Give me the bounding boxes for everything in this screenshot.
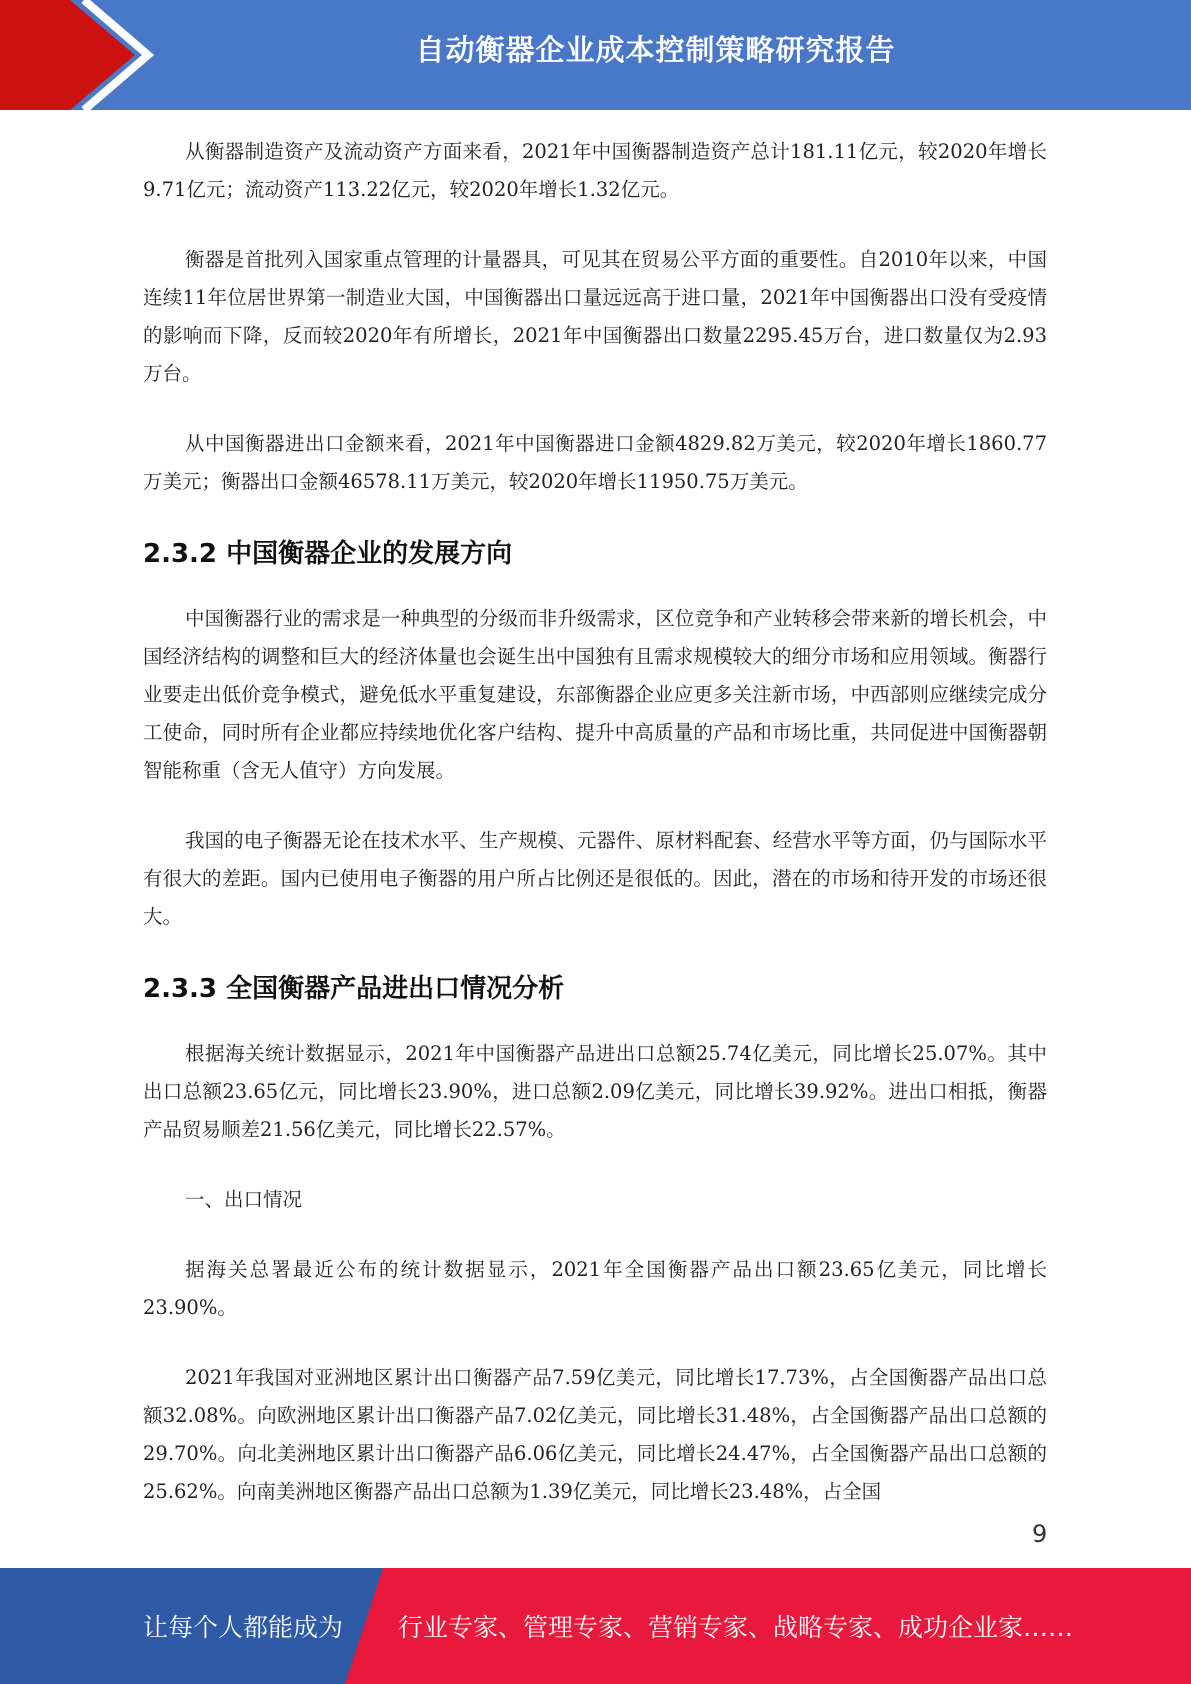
subsection-label: 一、出口情况 xyxy=(185,1188,303,1211)
paragraph: 从衡器制造资产及流动资产方面来看，2021年中国衡器制造资产总计181.11亿元，较2020年增长9.71亿元；流动资产113.22亿元，较2020年增长1.32亿元。 xyxy=(143,140,1047,201)
page-number: 9 xyxy=(1032,1520,1048,1548)
paragraph: 衡器是首批列入国家重点管理的计量器具，可见其在贸易公平方面的重要性。自2010年以来，中国连续11年位居世界第一制造业大国，中国衡器出口量远远高于进口量，2021年中国衡器出口没有受疫情的影响而下降，反而较2020年有所增长，2021年中国衡器出口数量2295.45万台，进口数量仅为2.93万台。 xyxy=(143,248,1047,385)
paragraph: 2021年我国对亚洲地区累计出口衡器产品7.59亿美元，同比增长17.73%，占全国衡器产品出口总额32.08%。向欧洲地区累计出口衡器产品7.02亿美元，同比增长31.48%，占全国衡器产品出口总额的29.70%。向北美洲地区累计出口衡器产品6.06亿美元，同比增长24.47%，占全国衡器产品出口总额的25.62%。向南美洲地区衡器产品出口总额为1.39亿美元，同比增长23.48%，占全国 xyxy=(143,1366,1047,1503)
document-body xyxy=(143,133,1047,1543)
paragraph: 从中国衡器进出口金额来看，2021年中国衡器进口金额4829.82万美元，较2020年增长1860.77万美元；衡器出口金额46578.11万美元，较2020年增长11950.75万美元。 xyxy=(143,432,1047,493)
paragraph: 据海关总署最近公布的统计数据显示，2021年全国衡器产品出口额23.65亿美元，同比增长23.90%。 xyxy=(143,1258,1047,1319)
page-footer xyxy=(0,1568,1191,1684)
paragraph: 中国衡器行业的需求是一种典型的分级而非升级需求，区位竞争和产业转移会带来新的增长机会，中国经济结构的调整和巨大的经济体量也会诞生出中国独有且需求规模较大的细分市场和应用领域。衡器行业要走出低价竞争模式，避免低水平重复建设，东部衡器企业应更多关注新市场，中西部则应继续完成分工使命，同时所有企业都应持续地优化客户结构、提升中高质量的产品和市场比重，共同促进中国衡器朝智能称重（含无人值守）方向发展。 xyxy=(143,607,1047,782)
page-header xyxy=(0,0,1191,110)
section-heading-2-3-3: 2.3.3 全国衡器产品进出口情况分析 xyxy=(143,974,565,1004)
section-heading-2-3-2: 2.3.2 中国衡器企业的发展方向 xyxy=(143,539,513,569)
paragraph: 我国的电子衡器无论在技术水平、生产规模、元器件、原材料配套、经营水平等方面，仍与国际水平有很大的差距。国内已使用电子衡器的用户所占比例还是很低的。因此，潜在的市场和待开发的市场还很大。 xyxy=(143,829,1047,928)
report-title: 自动衡器企业成本控制策略研究报告 xyxy=(415,33,896,67)
paragraph: 根据海关统计数据显示，2021年中国衡器产品进出口总额25.74亿美元，同比增长25.07%。其中出口总额23.65亿元，同比增长23.90%，进口总额2.09亿美元，同比增长39.92%。进出口相抵，衡器产品贸易顺差21.56亿美元，同比增长22.57%。 xyxy=(143,1042,1047,1141)
footer-slogan-right: 行业专家、管理专家、营销专家、战略专家、成功企业家…… xyxy=(398,1613,1074,1642)
footer-slogan-left: 让每个人都能成为 xyxy=(143,1613,344,1642)
